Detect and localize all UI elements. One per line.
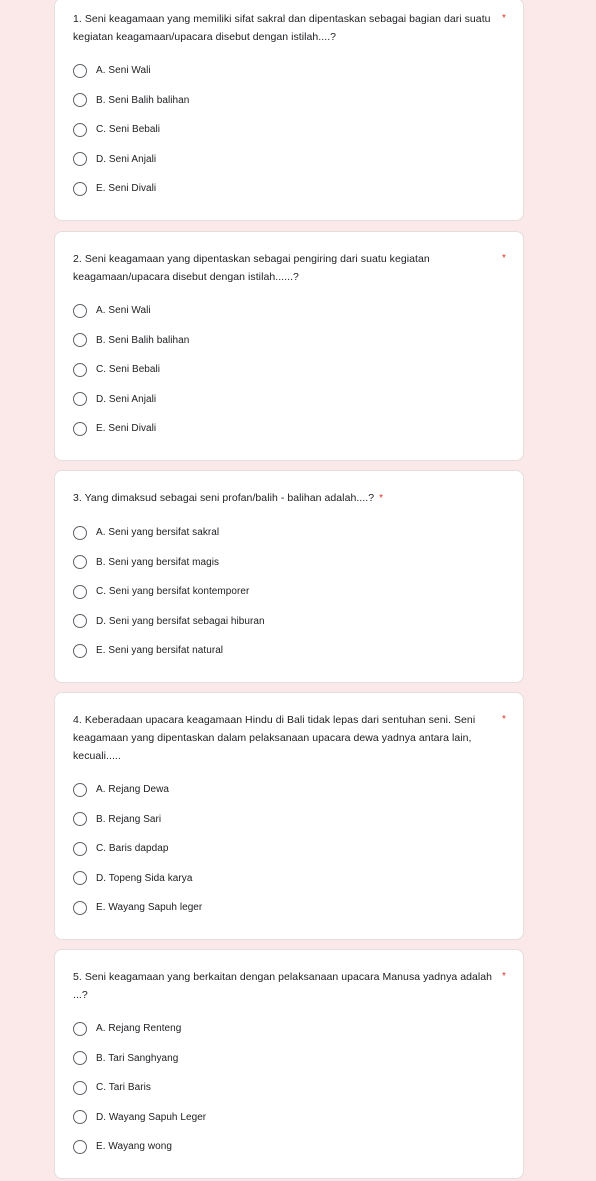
option-a[interactable] xyxy=(55,775,523,805)
option-d[interactable] xyxy=(55,385,523,415)
radio-icon[interactable] xyxy=(73,555,87,569)
option-label: B. Seni Balih balihan xyxy=(96,334,190,346)
radio-icon[interactable] xyxy=(73,1110,87,1124)
radio-icon[interactable] xyxy=(73,783,87,797)
option-d[interactable] xyxy=(55,607,523,637)
required-asterisk: * xyxy=(502,971,506,982)
question-card-1 xyxy=(54,0,524,221)
radio-icon[interactable] xyxy=(73,585,87,599)
radio-icon[interactable] xyxy=(73,64,87,78)
question-card-5 xyxy=(54,949,524,1179)
option-b[interactable] xyxy=(55,805,523,835)
option-c[interactable] xyxy=(55,355,523,385)
option-label: E. Wayang wong xyxy=(96,1141,172,1153)
radio-icon[interactable] xyxy=(73,644,87,658)
option-label: E. Seni Divali xyxy=(96,183,157,195)
radio-icon[interactable] xyxy=(73,901,87,915)
radio-icon[interactable] xyxy=(73,526,87,540)
option-e[interactable] xyxy=(55,636,523,666)
radio-icon[interactable] xyxy=(73,182,87,196)
option-e[interactable] xyxy=(55,893,523,923)
option-c[interactable] xyxy=(55,834,523,864)
option-label: A. Rejang Dewa xyxy=(96,784,169,796)
radio-icon[interactable] xyxy=(73,871,87,885)
radio-icon[interactable] xyxy=(73,1022,87,1036)
required-asterisk: * xyxy=(502,13,506,24)
required-asterisk: * xyxy=(502,253,506,264)
radio-icon[interactable] xyxy=(73,812,87,826)
radio-icon[interactable] xyxy=(73,93,87,107)
question-text-content: 3. Yang dimaksud sebagai seni profan/balih - balihan adalah....? xyxy=(73,492,375,504)
radio-icon[interactable] xyxy=(73,1051,87,1065)
radio-icon[interactable] xyxy=(73,614,87,628)
option-d[interactable] xyxy=(55,864,523,894)
option-label: B. Rejang Sari xyxy=(96,813,162,825)
option-label: B. Tari Sanghyang xyxy=(96,1052,179,1064)
option-label: B. Seni yang bersifat magis xyxy=(96,556,220,568)
option-e[interactable] xyxy=(55,1132,523,1162)
radio-icon[interactable] xyxy=(73,363,87,377)
options-list xyxy=(55,1004,523,1162)
question-card-4 xyxy=(54,692,524,940)
radio-icon[interactable] xyxy=(73,123,87,137)
option-label: C. Tari Baris xyxy=(96,1082,151,1094)
option-c[interactable] xyxy=(55,1073,523,1103)
radio-icon[interactable] xyxy=(73,304,87,318)
option-d[interactable] xyxy=(55,1103,523,1133)
option-label: D. Seni Anjali xyxy=(96,393,157,405)
option-label: C. Seni Bebali xyxy=(96,364,161,376)
option-a[interactable] xyxy=(55,518,523,548)
option-b[interactable] xyxy=(55,1044,523,1074)
question-text: 1. Seni keagamaan yang memiliki sifat sakral dan dipentaskan sebagai bagian dari suatu kegiatan keagamaan/upacara disebut dengan istilah....? xyxy=(73,13,491,43)
option-c[interactable] xyxy=(55,115,523,145)
option-c[interactable] xyxy=(55,577,523,607)
option-label: E. Seni Divali xyxy=(96,423,157,435)
option-label: D. Seni yang bersifat sebagai hiburan xyxy=(96,615,265,627)
option-label: E. Seni yang bersifat natural xyxy=(96,645,224,657)
question-header xyxy=(55,950,523,1004)
option-e[interactable] xyxy=(55,174,523,204)
question-text: 5. Seni keagamaan yang berkaitan dengan pelaksanaan upacara Manusa yadnya adalah ...? xyxy=(73,971,493,1001)
options-list xyxy=(55,286,523,444)
question-card-3 xyxy=(54,470,524,683)
options-list xyxy=(55,46,523,204)
options-list xyxy=(55,765,523,923)
option-b[interactable] xyxy=(55,326,523,356)
question-text: 4. Keberadaan upacara keagamaan Hindu di Bali tidak lepas dari sentuhan seni. Seni keagamaan yang dipentaskan dalam pelaksanaan upacara dewa yadnya antara lain, kecuali..... xyxy=(73,714,476,762)
radio-icon[interactable] xyxy=(73,842,87,856)
option-label: B. Seni Balih balihan xyxy=(96,94,190,106)
option-label: A. Seni Wali xyxy=(96,305,151,317)
question-header xyxy=(55,0,523,46)
option-label: C. Baris dapdap xyxy=(96,843,169,855)
question-header xyxy=(55,693,523,765)
required-asterisk: * xyxy=(502,714,506,725)
options-list xyxy=(55,508,523,666)
option-label: A. Rejang Renteng xyxy=(96,1023,182,1035)
question-card-2 xyxy=(54,231,524,461)
option-e[interactable] xyxy=(55,414,523,444)
question-text xyxy=(73,489,493,508)
option-a[interactable] xyxy=(55,1014,523,1044)
option-label: A. Seni Wali xyxy=(96,65,151,77)
option-label: E. Wayang Sapuh leger xyxy=(96,902,203,914)
required-asterisk: * xyxy=(379,493,384,504)
option-label: D. Seni Anjali xyxy=(96,153,157,165)
option-label: C. Seni Bebali xyxy=(96,124,161,136)
option-d[interactable] xyxy=(55,145,523,175)
option-a[interactable] xyxy=(55,296,523,326)
question-header xyxy=(55,232,523,286)
radio-icon[interactable] xyxy=(73,422,87,436)
radio-icon[interactable] xyxy=(73,1081,87,1095)
radio-icon[interactable] xyxy=(73,1140,87,1154)
radio-icon[interactable] xyxy=(73,392,87,406)
option-label: C. Seni yang bersifat kontemporer xyxy=(96,586,250,598)
radio-icon[interactable] xyxy=(73,333,87,347)
option-label: D. Wayang Sapuh Leger xyxy=(96,1111,207,1123)
option-label: D. Topeng Sida karya xyxy=(96,872,193,884)
question-text: 2. Seni keagamaan yang dipentaskan sebagai pengiring dari suatu kegiatan keagamaan/upacara disebut dengan istilah......? xyxy=(73,253,430,283)
option-b[interactable] xyxy=(55,548,523,578)
radio-icon[interactable] xyxy=(73,152,87,166)
option-label: A. Seni yang bersifat sakral xyxy=(96,527,220,539)
question-header xyxy=(55,471,523,508)
option-a[interactable] xyxy=(55,56,523,86)
option-b[interactable] xyxy=(55,86,523,116)
